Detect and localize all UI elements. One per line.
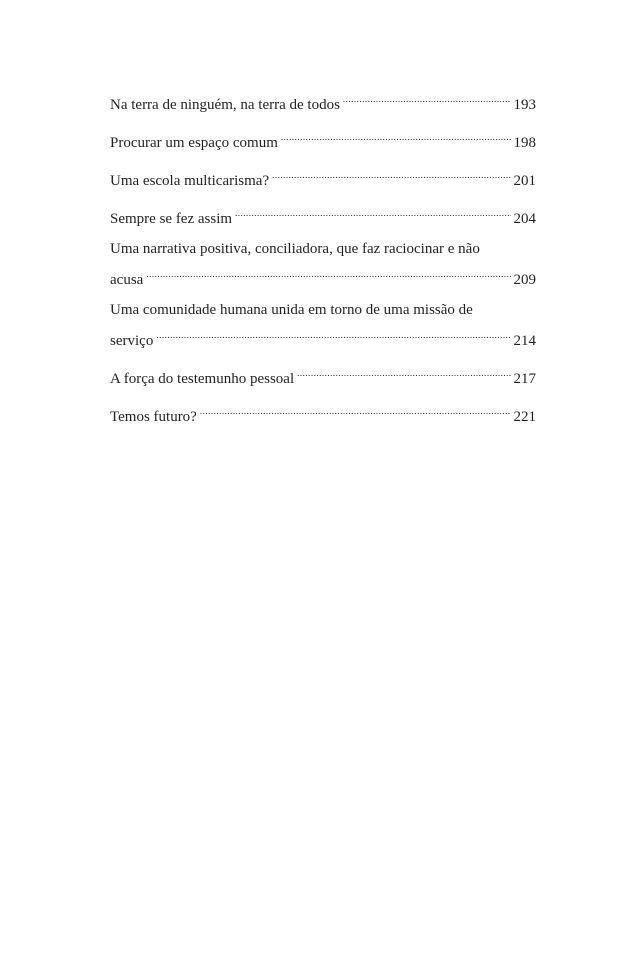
toc-entry-page: 221 bbox=[513, 409, 536, 425]
toc-entry-title: Na terra de ninguém, na terra de todos bbox=[110, 97, 340, 113]
dot-leader bbox=[272, 162, 510, 185]
toc-entry bbox=[110, 124, 536, 155]
toc-entry-page: 193 bbox=[513, 97, 536, 113]
toc-entry bbox=[110, 86, 536, 117]
toc-entry-title: A força do testemunho pessoal bbox=[110, 371, 295, 387]
table-of-contents bbox=[110, 86, 536, 436]
toc-entry bbox=[110, 398, 536, 429]
toc-entry-title: Sempre se fez assim bbox=[110, 211, 233, 227]
toc-entry-page: 204 bbox=[513, 211, 536, 227]
toc-entry-page: 198 bbox=[513, 135, 536, 151]
toc-entry-title: Uma escola multicarisma? bbox=[110, 173, 270, 189]
toc-entry bbox=[110, 360, 536, 391]
dot-leader bbox=[343, 86, 511, 109]
dot-leader bbox=[146, 261, 510, 284]
dot-leader bbox=[200, 398, 511, 421]
dot-leader bbox=[281, 124, 511, 147]
toc-entry-page: 217 bbox=[513, 371, 536, 387]
dot-leader bbox=[235, 200, 510, 223]
toc-entry bbox=[110, 162, 536, 193]
toc-entry-page: 201 bbox=[513, 173, 536, 189]
toc-entry bbox=[110, 238, 536, 292]
toc-entry bbox=[110, 200, 536, 231]
toc-entry-title: Procurar um espaço comum bbox=[110, 135, 278, 151]
toc-entry-page: 214 bbox=[513, 333, 536, 349]
toc-entry-title-line2: serviço bbox=[110, 333, 154, 349]
toc-entry-title-line1: Uma narrativa positiva, conciliadora, que faz raciocinar e não bbox=[110, 241, 480, 257]
dot-leader bbox=[156, 322, 510, 345]
toc-entry-title: Temos futuro? bbox=[110, 409, 197, 425]
dot-leader bbox=[297, 360, 510, 383]
toc-entry-title-line2: acusa bbox=[110, 272, 144, 288]
toc-entry bbox=[110, 299, 536, 353]
toc-entry-title-line1: Uma comunidade humana unida em torno de uma missão de bbox=[110, 302, 473, 318]
toc-entry-page: 209 bbox=[513, 272, 536, 288]
